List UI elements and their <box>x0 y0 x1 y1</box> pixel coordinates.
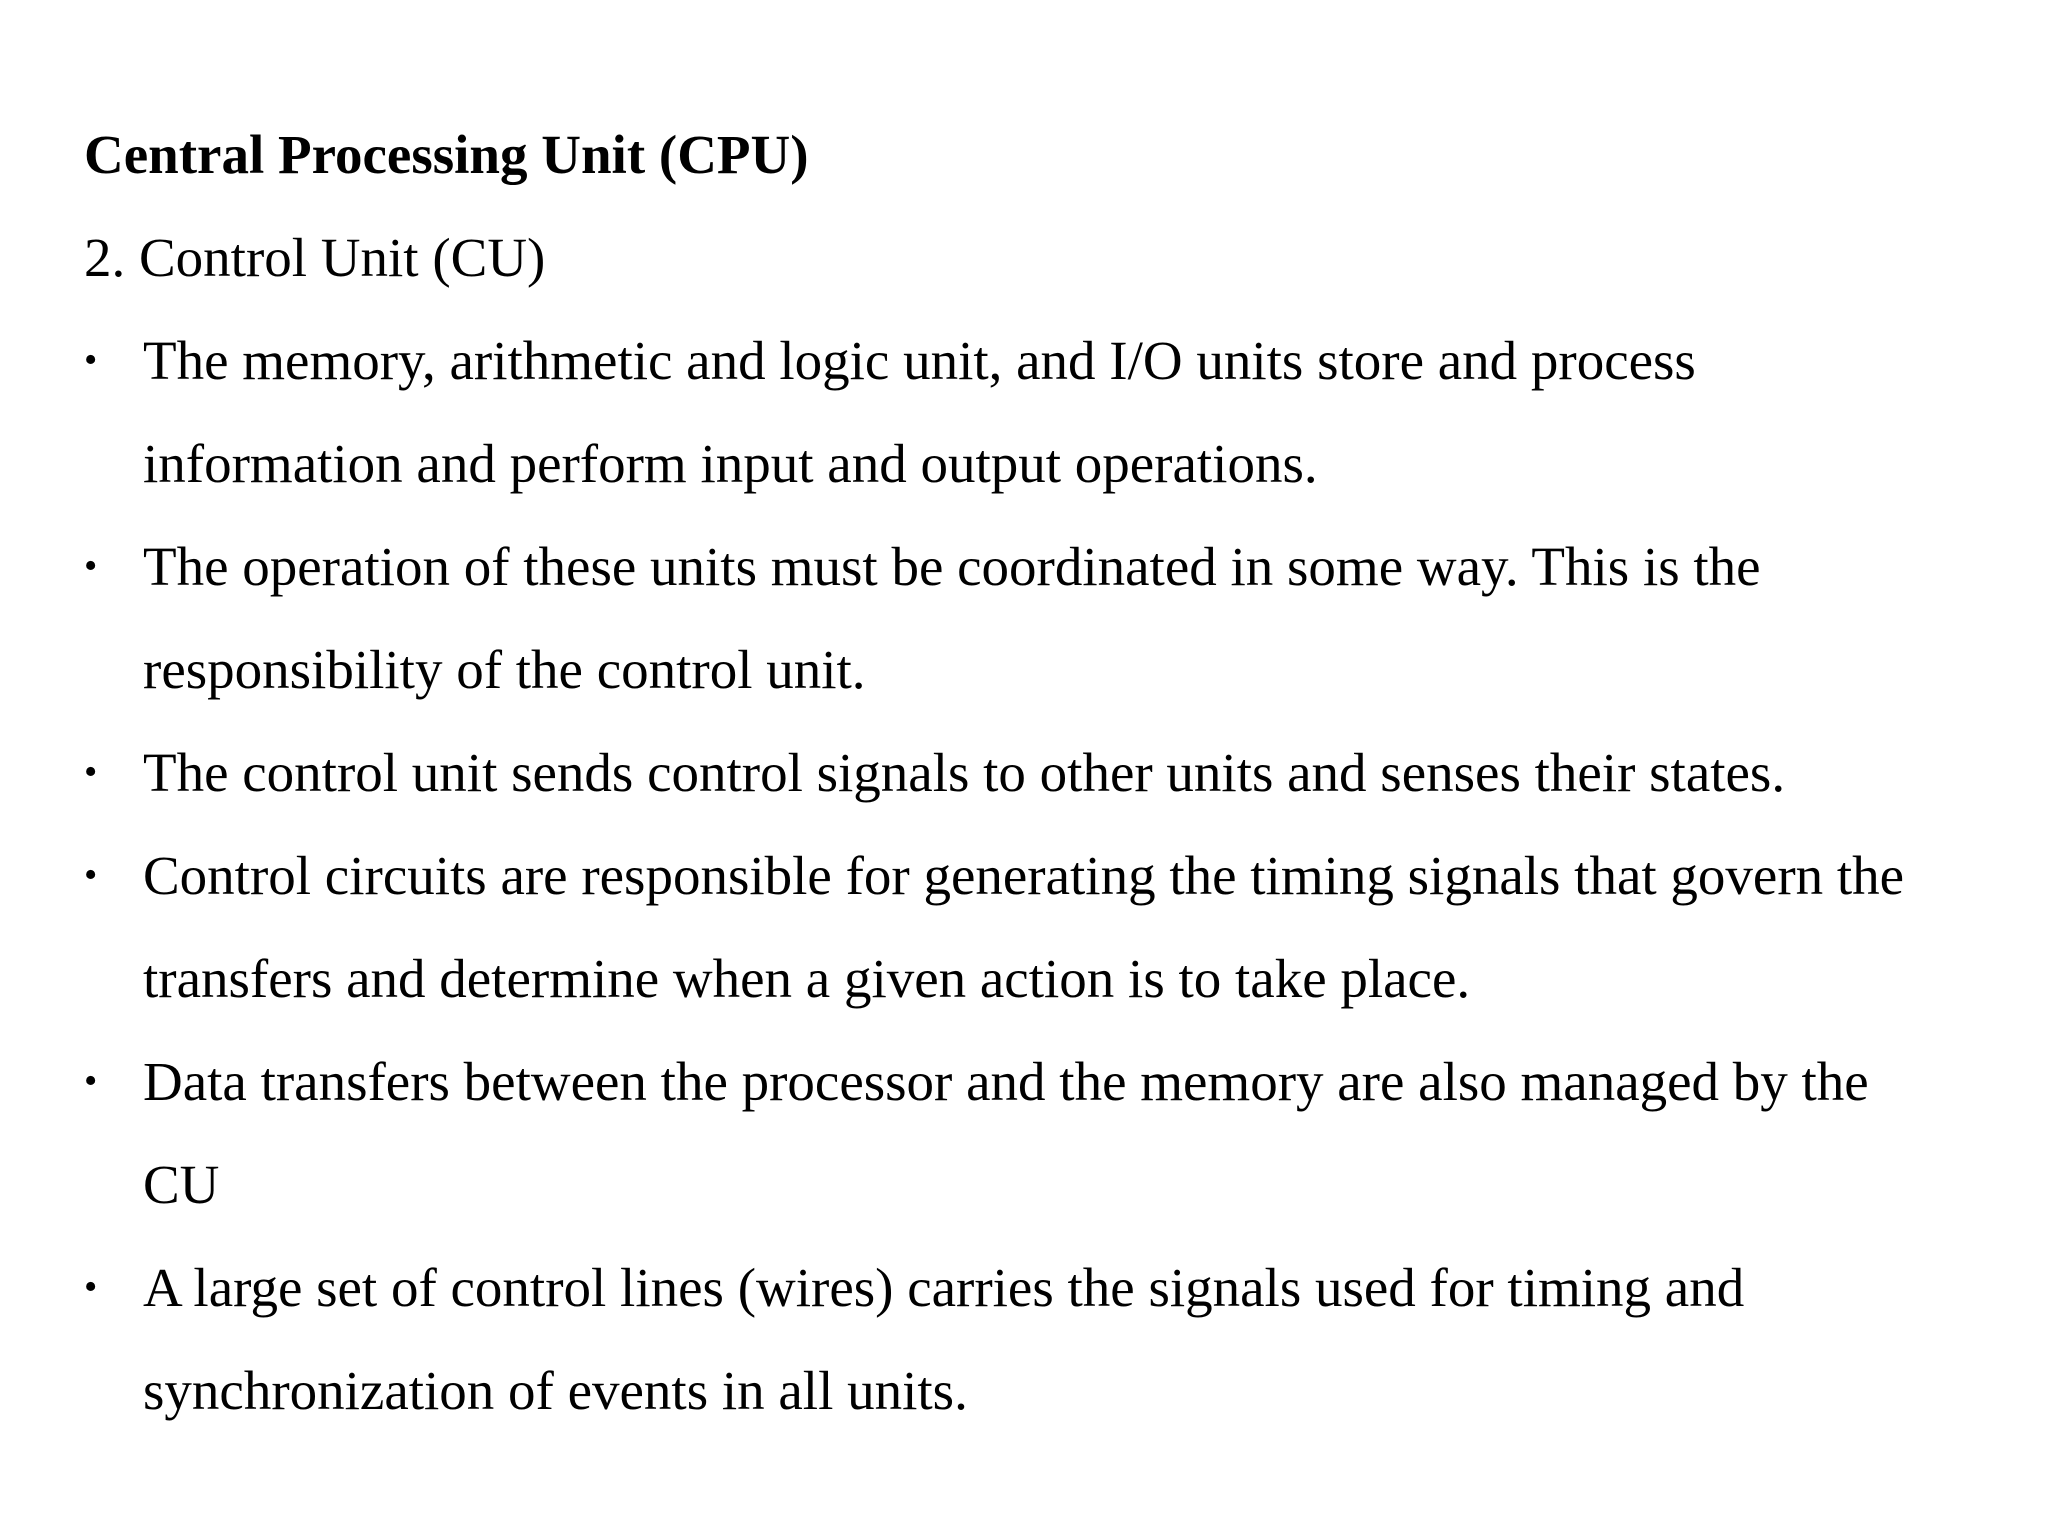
slide-title: Central Processing Unit (CPU) <box>84 124 809 185</box>
bullet-text-line: Control circuits are responsible for generating the timing signals that govern the <box>143 845 1905 906</box>
bullet-text-line: responsibility of the control unit. <box>143 639 866 700</box>
bullet-icon: • <box>84 1060 98 1102</box>
bullet-item <box>84 309 2004 515</box>
bullet-item <box>84 721 2004 824</box>
bullet-icon: • <box>84 751 98 793</box>
bullet-text-line: synchronization of events in all units. <box>143 1360 968 1421</box>
bullet-icon: • <box>84 854 98 896</box>
bullet-text-line: Data transfers between the processor and the memory are also managed by the <box>143 1051 1869 1112</box>
bullet-item <box>84 824 2004 1030</box>
bullet-icon: • <box>84 339 98 381</box>
section-heading: 2. Control Unit (CU) <box>84 227 546 288</box>
bullet-item <box>84 515 2004 721</box>
bullet-text-line: CU <box>143 1154 220 1215</box>
bullet-item <box>84 1030 2004 1236</box>
bullet-icon: • <box>84 545 98 587</box>
bullet-icon: • <box>84 1266 98 1308</box>
bullet-text-line: information and perform input and output operations. <box>143 433 1318 494</box>
bullet-item <box>84 1236 2004 1442</box>
slide-content <box>84 103 2004 1442</box>
bullet-text-line: transfers and determine when a given action is to take place. <box>143 948 1471 1009</box>
bullet-text-line: The operation of these units must be coordinated in some way. This is the <box>143 536 1761 597</box>
bullet-text-line: A large set of control lines (wires) carries the signals used for timing and <box>143 1257 1745 1318</box>
bullet-text-line: The memory, arithmetic and logic unit, and I/O units store and process <box>143 330 1696 391</box>
bullet-text-line: The control unit sends control signals to other units and senses their states. <box>143 742 1786 803</box>
bullet-list <box>84 309 2004 1442</box>
